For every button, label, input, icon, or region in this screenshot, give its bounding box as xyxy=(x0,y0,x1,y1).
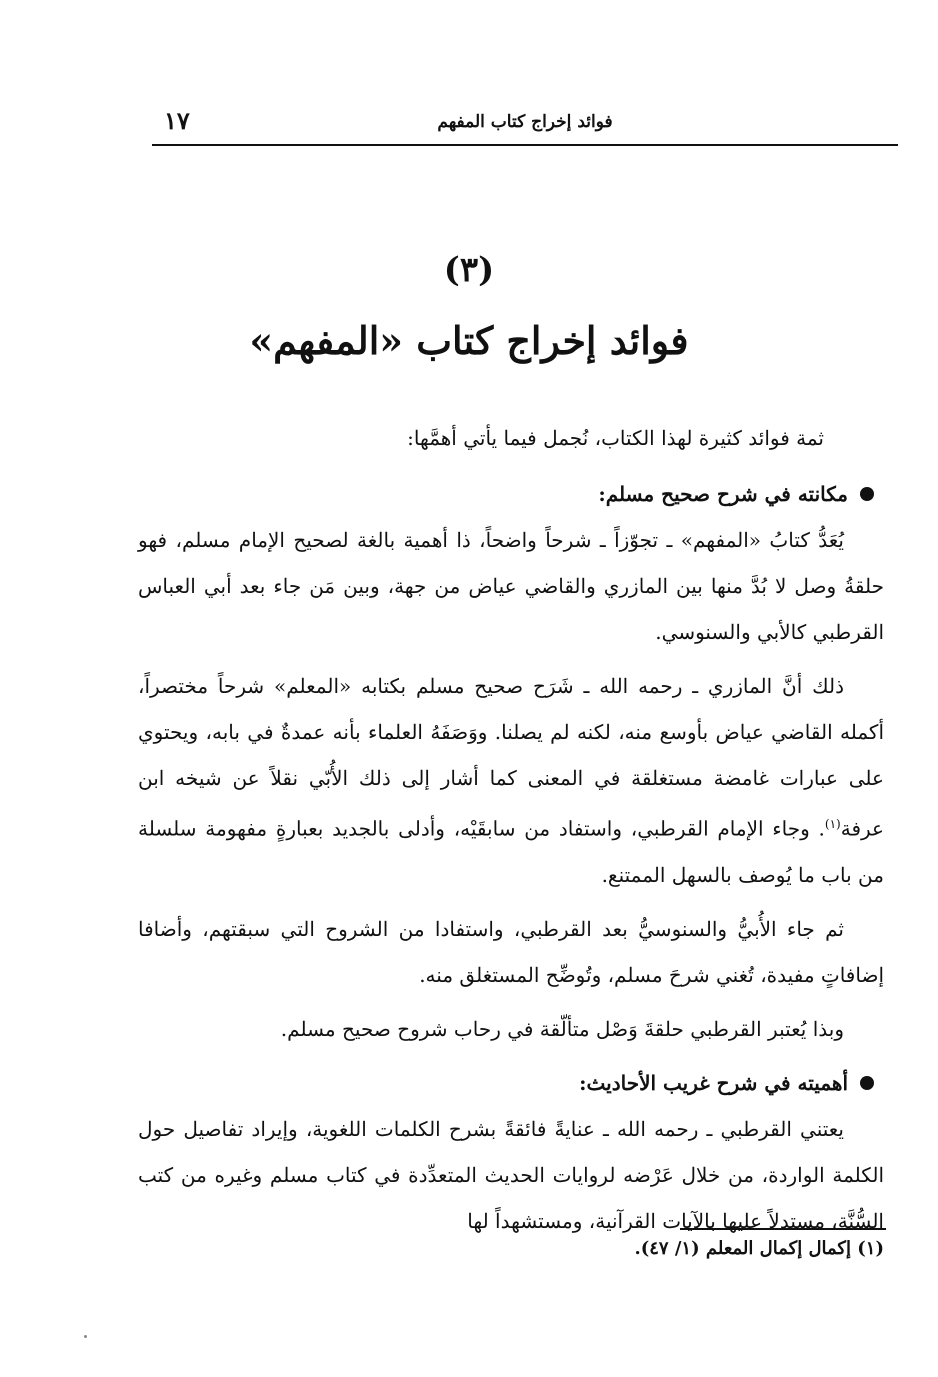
footnote: (١) إكمال إكمال المعلم (١/ ٤٧). xyxy=(634,1238,884,1259)
paragraph: يُعَدُّ كتابُ «المفهم» ـ تجوّزاً ـ شرحاً واضحاً، ذا أهمية بالغة لصحيح الإمام مسلم، فهو حلقةُ وصل لا بُدَّ منها بين المازري والقاضي عياض من جهة، وبين مَن جاء بعد أبي العباس القرطبي كالأبي والسنوسي. xyxy=(138,528,884,644)
scan-speck xyxy=(84,1335,87,1338)
chapter-title: فوائد إخراج كتاب «المفهم» xyxy=(249,318,689,363)
bullet-icon xyxy=(860,487,874,501)
chapter-number: (٣) xyxy=(443,250,495,290)
page-number: ١٧ xyxy=(164,106,190,135)
paragraph-with-footnote xyxy=(138,663,884,898)
section-heading-status xyxy=(138,471,884,517)
paragraph: يعتني القرطبي ـ رحمه الله ـ عنايةً فائقةً بشرح الكلمات اللغوية، وإيراد تفاصيل حول الكلمة الواردة، من خلال عَرْضه لروايات الحديث المتعدِّدة في كتاب مسلم وغيره من كتب السُّنَّة، مستدلاً عليها بالآيات القرآنية، ومستشهداً لها xyxy=(138,1116,884,1233)
paragraph: ثم جاء الأُبيُّ والسنوسيُّ بعد القرطبي، واستفادا من الشروح التي سبقتهم، وأضافا إضافاتٍ مفيدة، تُغني شرحَ مسلم، وتُوضِّح المستغلق منه. xyxy=(138,916,884,987)
section-heading-label: أهميته في شرح غريب الأحاديث: xyxy=(579,1070,848,1095)
body-text xyxy=(138,415,884,1252)
footnote-marker[interactable]: (١) xyxy=(824,817,841,831)
paragraph: وبذا يُعتبر القرطبي حلقةَ وَصْل متألّقة في رحاب شروح صحيح مسلم. xyxy=(280,1016,844,1041)
section-heading-gharib xyxy=(138,1060,884,1106)
section-heading-label: مكانته في شرح صحيح مسلم: xyxy=(598,482,848,506)
running-header xyxy=(152,100,898,146)
footnote-divider xyxy=(680,1228,886,1230)
paragraph-text-tail: . وجاء الإمام القرطبي، واستفاد من سابقَيْه، وأدلى بالجديد بعبارةٍ مفهومة سلسلة من باب ما يُوصف بالسهل الممتنع. xyxy=(138,816,884,887)
paragraph-text: ذلك أنَّ المازري ـ رحمه الله ـ شَرَح صحيح مسلم بكتابه «المعلم» شرحاً مختصراً، أكمله القاضي عياض بأوسع منه، لكنه لم يصلنا. ووَصَفَهُ العلماء بأنه عمدةٌ في بابه، ويحتوي على عبارات غامضة مستغلقة في المعنى كما أشار إلى ذلك الأُبّي نقلاً عن شيخه ابن عرفة xyxy=(138,674,884,841)
bullet-icon xyxy=(860,1076,874,1090)
running-title: فوائد إخراج كتاب المفهم xyxy=(437,112,613,132)
intro-paragraph: ثمة فوائد كثيرة لهذا الكتاب، نُجمل فيما يأتي أهمَّها: xyxy=(407,426,824,450)
